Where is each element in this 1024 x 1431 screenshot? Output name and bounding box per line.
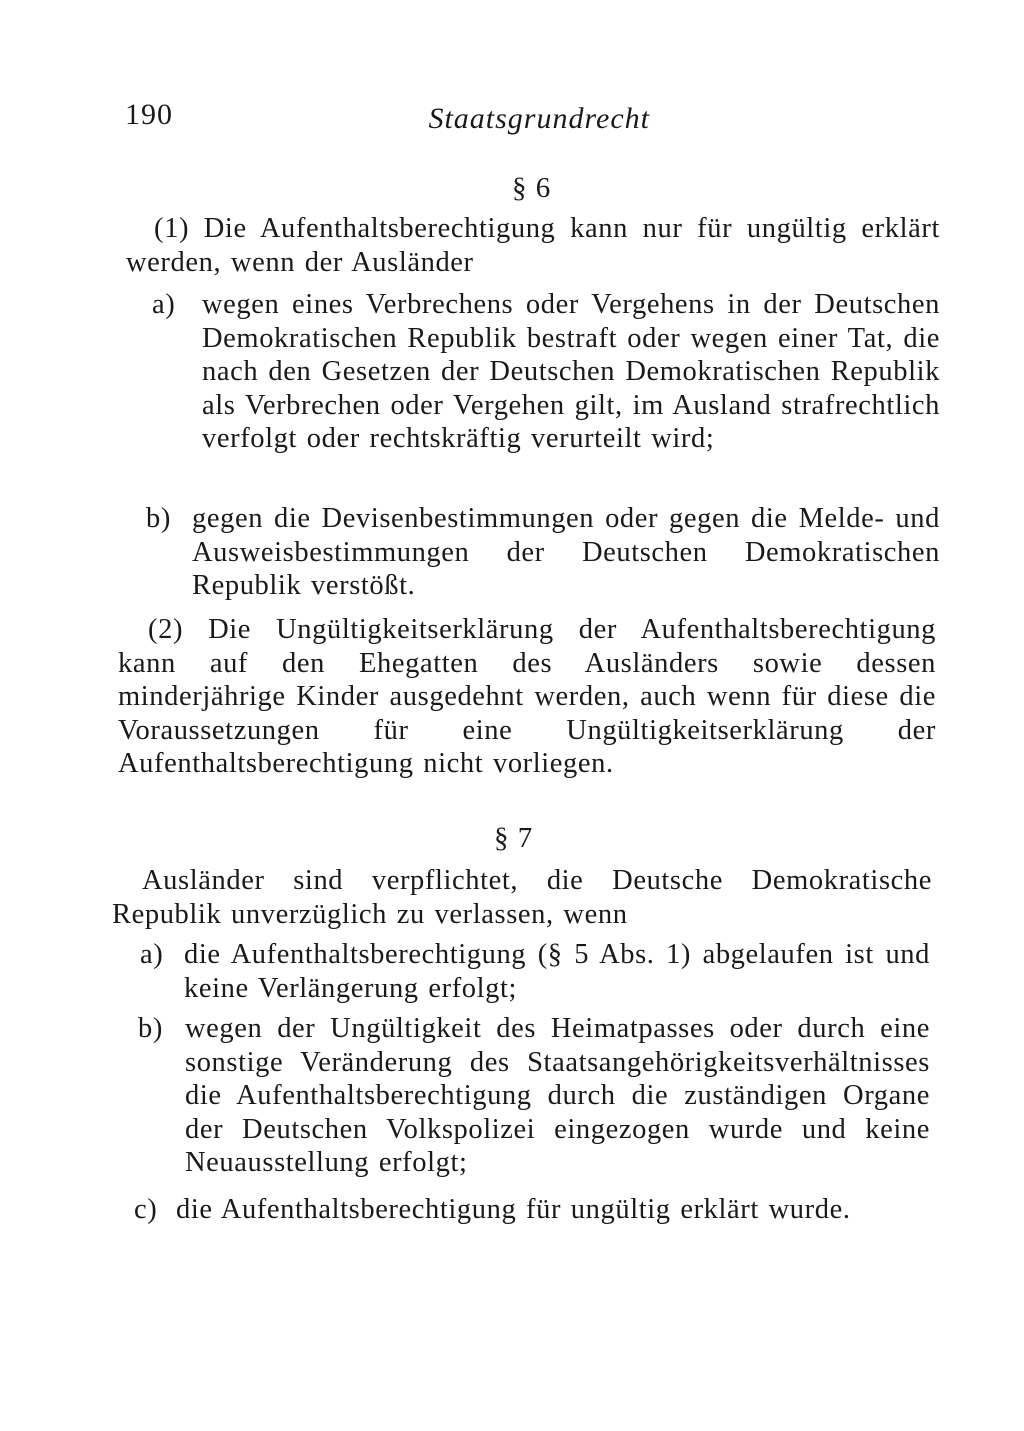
running-head: Staatsgrundrecht	[428, 102, 650, 135]
section-6-heading: § 6	[512, 172, 552, 204]
item-text: die Aufenthaltsberechtigung (§ 5 Abs. 1) abgelaufen ist und keine Verlängerung erfolgt;	[184, 939, 930, 1004]
item-marker: b)	[146, 503, 171, 534]
item-marker: a)	[140, 939, 164, 970]
section-6-paragraph-1-intro: (1) Die Aufenthaltsberechtigung kann nur für ungültig erklärt werden, wenn der Ausländer	[126, 213, 940, 278]
page-number: 190	[125, 98, 173, 131]
section-7-heading: § 7	[494, 822, 534, 854]
section-7-intro: Ausländer sind verpflichtet, die Deutsche Demokratische Republik unverzüglich zu verlassen, wenn	[112, 865, 932, 930]
item-marker: c)	[134, 1194, 158, 1225]
section-7-item-c	[134, 1193, 928, 1261]
item-text: die Aufenthaltsberechtigung für ungültig erklärt wurde.	[176, 1194, 851, 1225]
item-text: gegen die Devisenbestimmungen oder gegen die Melde- und Ausweisbestimmungen der Deutschen Demokratischen Republik verstößt.	[192, 503, 940, 601]
section-6-paragraph-2: (2) Die Ungültigkeitserklärung der Aufenthaltsberechtigung kann auf den Ehegatten des Ausländers sowie dessen minderjährige Kinder ausgedehnt werden, auch wenn für diese die Voraussetzungen für eine Ungültigkeitserklärung der Aufenthaltsberechtigung nicht vorliegen.	[118, 614, 936, 779]
page-header	[125, 98, 650, 138]
item-marker: b)	[138, 1013, 163, 1044]
item-marker: a)	[152, 289, 176, 320]
item-text: wegen eines Verbrechens oder Vergehens in der Deutschen Demokratischen Republik bestraft oder wegen einer Tat, die nach den Gesetzen der Deutschen Demokratischen Republik als Verbrechen oder Vergehen gilt, im Ausland strafrechtlich verfolgt oder rechtskräftig verurteilt wird;	[202, 289, 940, 454]
section-6-item-b	[146, 502, 940, 606]
section-7-item-a	[140, 938, 930, 1006]
section-7-item-b	[138, 1012, 930, 1182]
section-6-item-a	[152, 288, 940, 492]
item-text: wegen der Ungültigkeit des Heimatpasses oder durch eine sonstige Veränderung des Staatsangehörigkeitsverhältnisses die Aufenthaltsberechtigung durch die zuständigen Organe der Deutschen Volkspolizei eingezogen wurde und keine Neuausstellung erfolgt;	[185, 1013, 930, 1178]
